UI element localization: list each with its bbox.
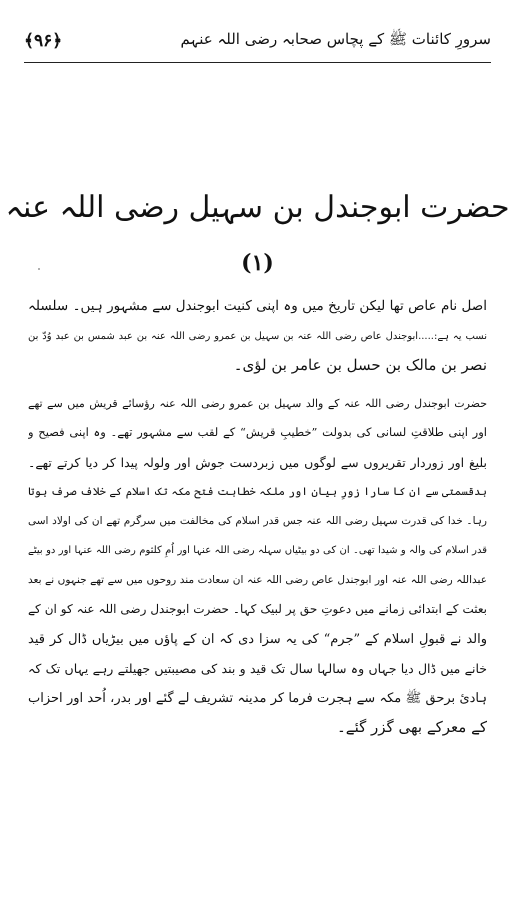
body-line: خانے میں ڈال دیا جہاں وہ سالہا سال تک قید و بند کی مصیبتیں جھیلتے رہے یہاں تک کہ xyxy=(28,661,487,676)
body-line: عبداللہ رضی اللہ عنہ اور ابوجندل عاص رضی اللہ عنہ ان سعادت مند روحوں میں سے تھے جنہوں نے بعد xyxy=(28,573,487,586)
body-line: بلیغ اور زوردار تقریروں سے لوگوں میں زبردست جوش اور ولولہ پیدا کر دیا کرتے تھے۔ xyxy=(28,454,487,470)
running-title: سرورِ کائنات ﷺ کے پچاس صحابہ رضی اللہ عنہم xyxy=(180,30,491,48)
body-line: ہادیٔ برحق ﷺ مکہ سے ہجرت فرما کر مدینہ تشریف لے گئے اور بدر، اُحد اور احزاب xyxy=(28,690,487,706)
body-line: اصل نام عاص تھا لیکن تاریخ میں وہ اپنی کنیت ابوجندل سے مشہور ہیں۔ سلسلہ xyxy=(28,298,487,314)
section-number: (۱) xyxy=(241,250,274,276)
body-line: بعثت کے ابتدائی زمانے میں دعوتِ حق پر لبیک کہا۔ حضرت ابوجندل رضی اللہ عنہ کو ان کے xyxy=(28,602,487,616)
body-line: نسب یہ ہے:.....ابوجندل عاص رضی اللہ عنہ بن سہیل بن عمرو رضی اللہ عنہ بن عبد شمس بن عبد وُدّ بن xyxy=(28,330,487,342)
body-line: والد نے قبولِ اسلام کے ”جرم“ کی یہ سزا دی کہ ان کے پاؤں میں بیڑیاں ڈال کر قید xyxy=(28,631,487,647)
chapter-title: حضرت ابوجندل بن سہیل رضی اللہ عنہ xyxy=(5,190,510,225)
body-line: رہا۔ خدا کی قدرت سہیل رضی اللہ عنہ جس قدر اسلام کی مخالفت میں سرگرم تھے ان کی اولاد اسی xyxy=(28,514,487,527)
body-line: اور اپنی طلاقتِ لسانی کی بدولت ”خطیبِ قریش“ کے لقب سے مشہور تھے۔ وہ اپنی فصیح و xyxy=(28,425,487,439)
body-text xyxy=(28,292,487,743)
body-line: بدقسمتی سے ان کا سارا زورِ بیان اور ملکہ خطابت فتح مکہ تک اسلام کے خلاف صرف ہوتا xyxy=(28,485,487,498)
body-line: نصر بن مالک بن حسل بن عامر بن لؤی۔ xyxy=(233,356,487,374)
body-line: حضرت ابوجندل رضی اللہ عنہ کے والد سہیل بن عمرو رضی اللہ عنہ رؤسائے قریش میں سے تھے xyxy=(28,396,487,410)
header-rule xyxy=(24,62,491,63)
page-header xyxy=(24,30,491,60)
page-number: ﴿۹۶﴾ xyxy=(24,31,63,51)
body-line: کے معرکے بھی گزر گئے۔ xyxy=(337,718,487,736)
body-line: قدر اسلام کی والہ و شیدا تھی۔ ان کی دو بیٹیاں سہلہ رضی اللہ عنہا اور اُمِ کلثوم رضی اللہ عنہا اور دو بیٹے xyxy=(28,545,487,556)
